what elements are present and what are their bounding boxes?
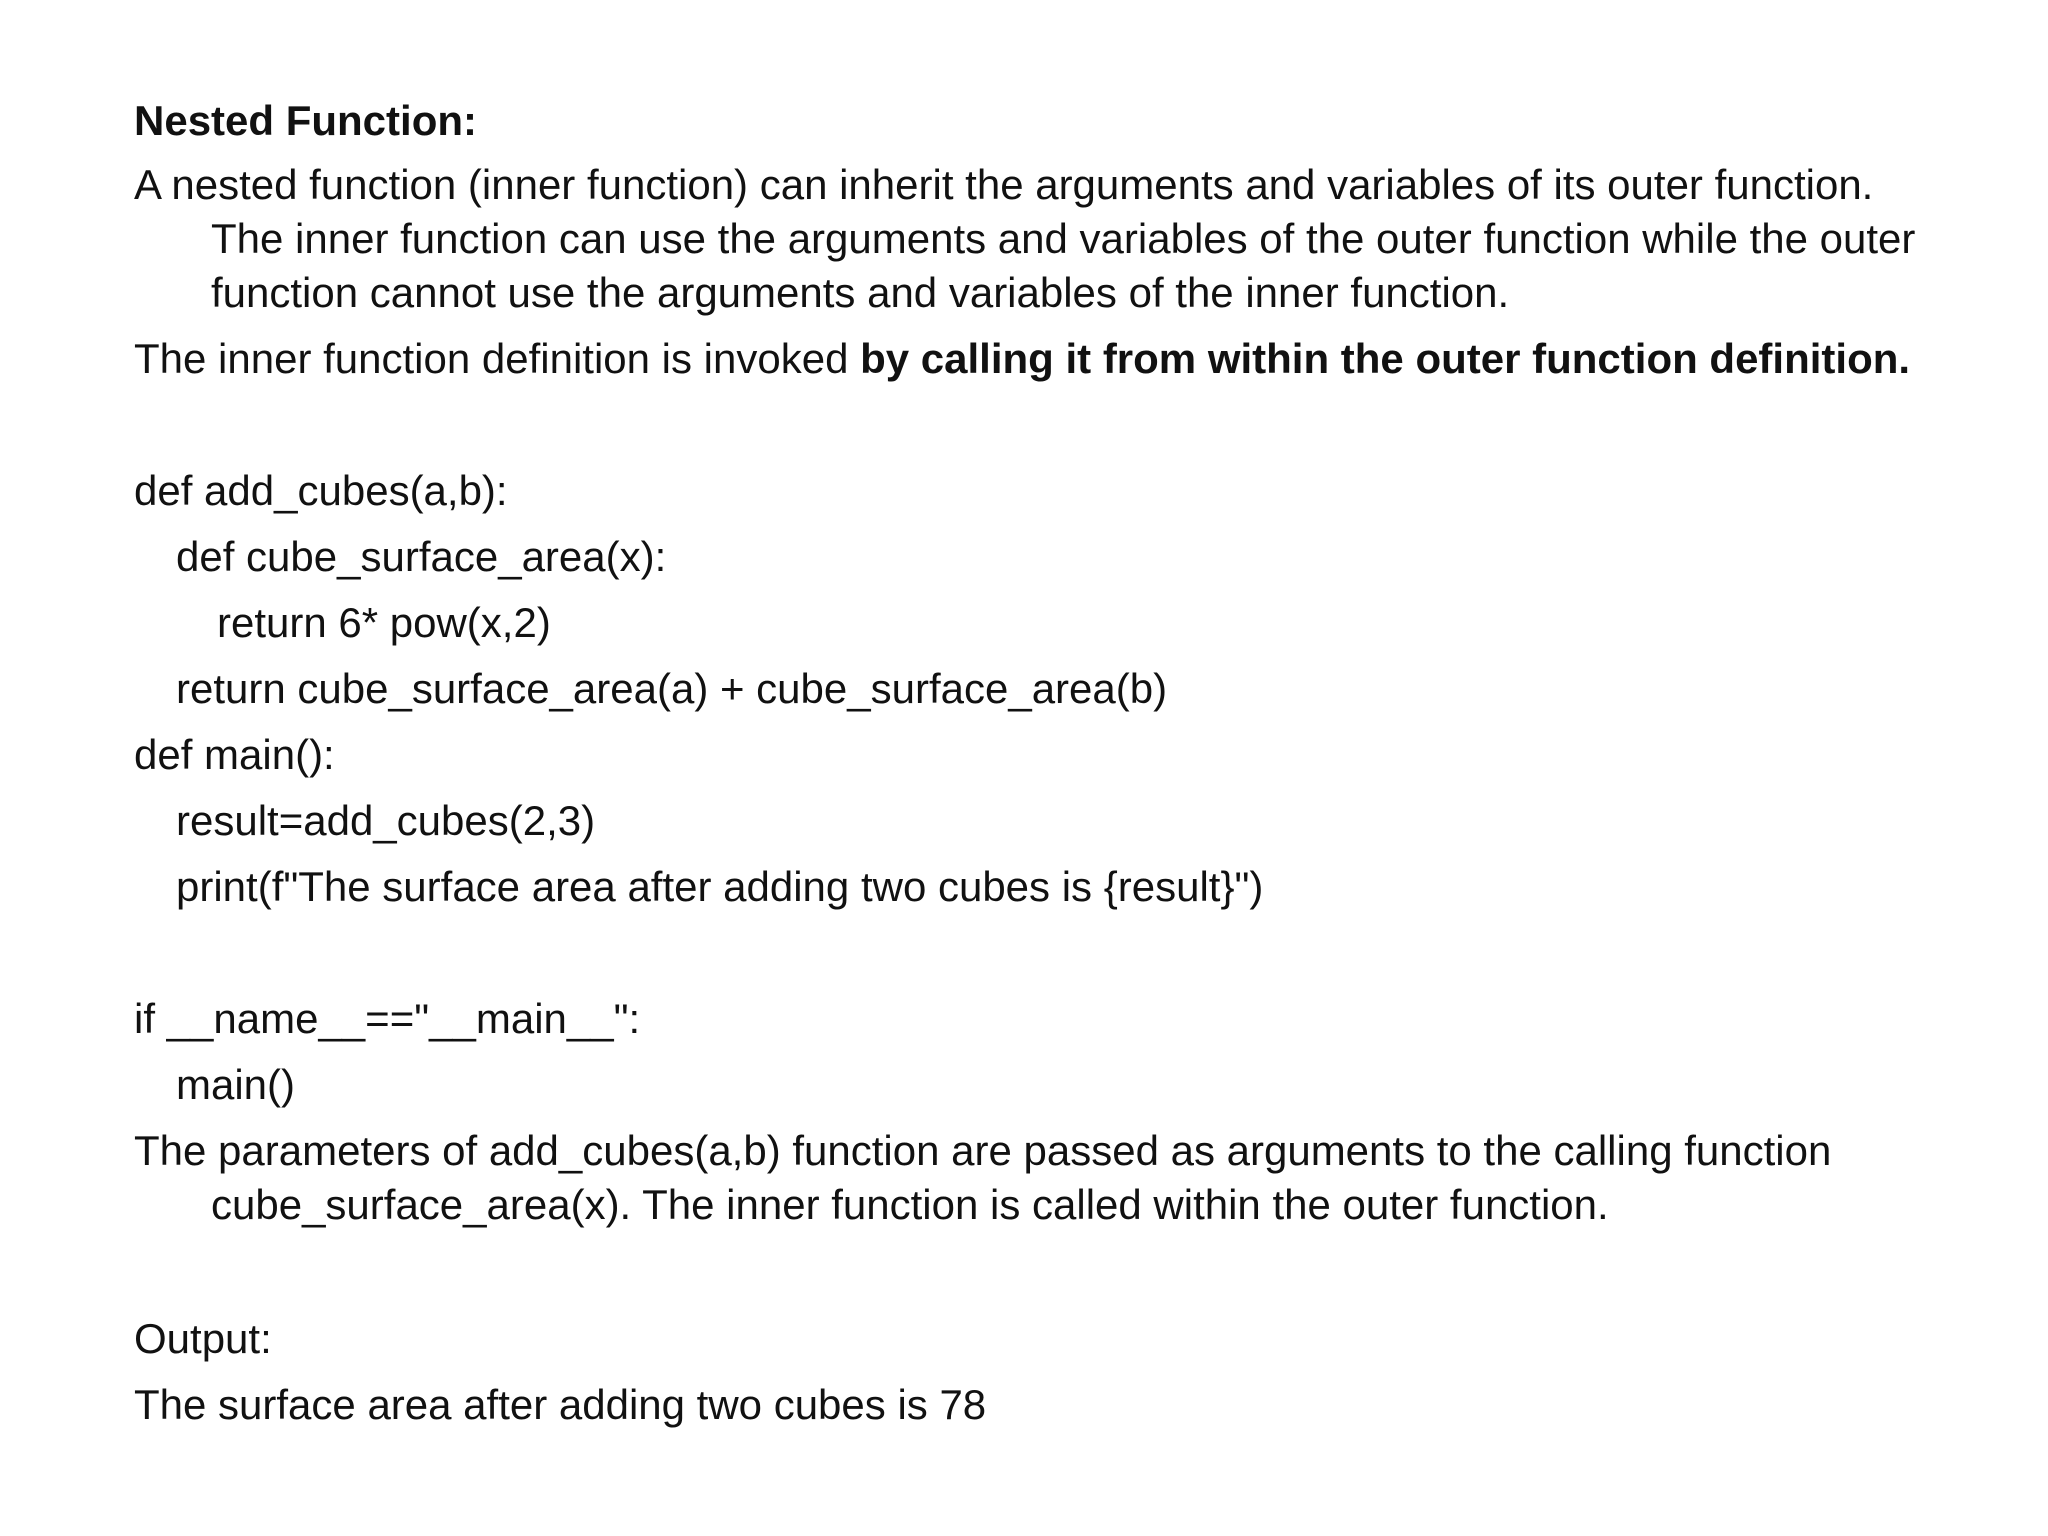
intro-paragraph-2 (134, 335, 1911, 382)
code-line-3: return 6* pow(x,2) (217, 599, 551, 646)
code-line-2: def cube_surface_area(x): (176, 533, 667, 580)
intro-line-2: The inner function can use the arguments and variables of the outer function while the outer (211, 215, 1916, 262)
intro-normal-text: The inner function definition is invoked (134, 335, 861, 382)
code-line-9: main() (176, 1061, 296, 1108)
explanation-line-1: The parameters of add_cubes(a,b) function are passed as arguments to the calling function (134, 1127, 1832, 1174)
code-line-7: print(f"The surface area after adding two cubes is {result}") (176, 863, 1264, 910)
code-line-6: result=add_cubes(2,3) (176, 797, 596, 844)
output-label: Output: (134, 1315, 272, 1362)
slide-content (134, 92, 1974, 1472)
intro-line-3: function cannot use the arguments and variables of the inner function. (211, 269, 1510, 316)
output-value: The surface area after adding two cubes is 78 (134, 1381, 987, 1428)
explanation-line-2: cube_surface_area(x). The inner function is called within the outer function. (211, 1181, 1609, 1228)
code-line-4: return cube_surface_area(a) + cube_surface_area(b) (176, 665, 1168, 712)
code-line-8: if __name__=="__main__": (134, 995, 641, 1042)
code-line-1: def add_cubes(a,b): (134, 467, 508, 514)
intro-line-1: A nested function (inner function) can inherit the arguments and variables of its outer function. (134, 161, 1874, 208)
intro-bold-text: by calling it from within the outer function definition. (860, 335, 1911, 382)
page-title: Nested Function: (134, 97, 477, 144)
code-line-5: def main(): (134, 731, 335, 778)
